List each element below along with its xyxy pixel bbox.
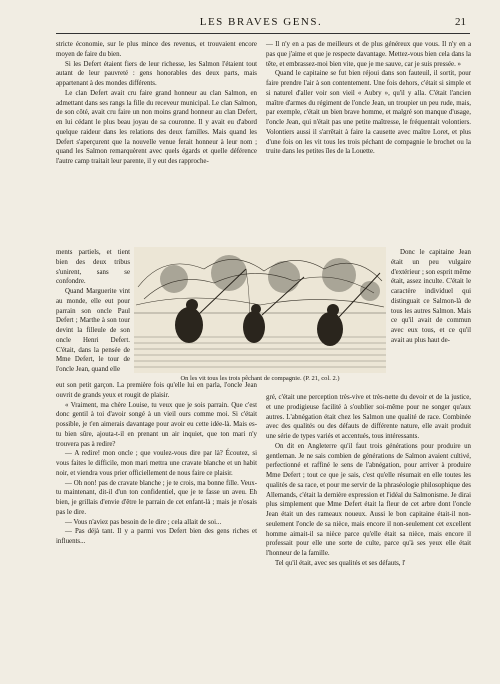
paragraph: Le clan Defert avait cru faire grand honneur au clan Salmon, en admettant dans ses rangs la fille du receveur municipal. Le clan Salmon, de son côté, avait cru faire un non moins grand honneur au clan Defert, en lui cédant le plus beau joyau de sa couronne. Il y avait eu d'abord quelque raideur dans les relations des deux familles. Mais quand les Defert s'aperçurent que la nouvelle venue ferait honneur à leur nom ; quand les Salmon remarquèrent avec quels égards et quelle déférence l'autre camp traitait leur parente, il y eut des rapproche- bbox=[56, 89, 257, 165]
illustration-caption: On les vit tous les trois pêchant de compagnie. (P. 21, col. 2.) bbox=[180, 375, 340, 382]
running-title: LES BRAVES GENS. bbox=[199, 16, 323, 28]
right-column-beside-illustration bbox=[391, 248, 471, 346]
paragraph: eut son petit garçon. La première fois qu'elle lui en parla, l'oncle Jean ouvrit de grands yeux et rougit de plaisir. bbox=[56, 382, 257, 399]
fishing-illustration bbox=[134, 247, 386, 373]
paragraph: — Oh non! pas de cravate blanche ; je te crois, ma bonne fille. Veux-tu maintenant, dit-il d'un ton confidentiel, que je te fasse un aveu. Eh bien, je grillais d'envie d'être le parrain de cet enfant-là ; mais je n'osais pas le dire. bbox=[56, 479, 257, 516]
paragraph: — A redire! mon oncle ; que voulez-vous dire par là? Écoutez, si vous faites le difficile, mon mari mettra une cravate blanche et un habit noir, et viendra vous prier officiellement de nous faire ce plaisir. bbox=[56, 450, 257, 477]
left-column-beside-illustration bbox=[56, 248, 130, 375]
paragraph: Donc le capitaine Jean était un peu vulgaire d'extérieur ; son esprit même était, assez inculte. C'était le caractère individuel qui distinguait ce Salmon-là de tous les autres Salmon. Mais ce qu'il avait de commun avec eux tous, et ce qu'il avait au plus haut de- bbox=[391, 249, 471, 344]
paragraph: On dit en Angleterre qu'il faut trois générations pour produire un gentleman. Je ne sais combien de générations de Salmon avaient cultivé, perfectionné et raffiné le sens de l'abnégation, pour arriver à produire Mme Defert ; tout ce que je sais, c'est qu'elle résumait en elle toutes les qualités de sa race, et pour me servir de la phraséologie philosophique des Allemands, c'était la dernière expression et l'idéal du Salmonisme. Je dirai plus simplement que Mme Defert était la fleur de cet arbre dont l'oncle Jean était un des rameaux noueux. Aussi le bon capitaine était-il non-seulement l'oncle de sa nièce, mais encore il non-seulement cet excellent homme aimait-il sa nièce parce qu'elle était sa nièce, mais encore il professait pour elle une sorte de culte, parce qu'à ses yeux elle était l'honneur de la famille. bbox=[266, 442, 471, 557]
paragraph: — Pas déjà tant. Il y a parmi vos Defert bien des gens riches et influents... bbox=[56, 528, 257, 545]
paragraph: Tel qu'il était, avec ses qualités et ses défauts, l' bbox=[275, 559, 406, 567]
left-column-top bbox=[56, 40, 257, 167]
right-column-bottom bbox=[266, 393, 471, 569]
paragraph: gré, c'était une perception très-vive et très-nette du devoir et de la justice, et une prodigieuse facilité à s'oublier soi-même pour ne songer qu'aux autres. L'abnégation était chez les Salmon une qualité de race. Combinée avec des qualités ou des défauts de différente nature, elle avait produit une série de types variés et accentués, tous intéressants. bbox=[266, 394, 471, 440]
page-header bbox=[56, 16, 466, 30]
page-number: 21 bbox=[455, 16, 466, 28]
paragraph: — Vous n'aviez pas besoin de le dire ; cela allait de soi... bbox=[65, 518, 222, 526]
paragraph: stricte économie, sur le plus mince des revenus, et trouvaient encore moyen de faire du bien. bbox=[56, 41, 257, 58]
header-rule bbox=[56, 33, 470, 34]
paragraph: Quand le capitaine se fut bien réjoui dans son fauteuil, il sortit, pour faire prendre l'air à son contentement. Une fois dehors, c'était si simple et si naturel d'aller voir son vieil « Aubry », qu'il y alla. C'était l'ancien maître d'armes du régiment de l'oncle Jean, un troupier un peu rude, mais, par exemple, c'était un bien brave homme, et malgré son manque d'usage, l'oncle Jean, qui n'était pas une petite maîtresse, le fréquentait volontiers. Volontiers aussi il s'arrêtait à faire la causette avec maître Loret, et plus d'une fois on les vit tous les trois péchant de compagnie le brochet ou la truite dans les petites îles de la Louette. bbox=[266, 70, 471, 156]
paragraph: ments partiels, et tient bien des deux tribus s'unirent, sans se confondre. bbox=[56, 249, 130, 286]
paragraph: « Vraiment, ma chère Louise, tu veux que je sois parrain. Que c'est donc gentil à toi d'avoir songé à un vieil ours comme moi. Si c'était possible, je t'en aimerais davantage pour avoir eu cette idée-là. Mais es-tu bien sûre, ajouta-t-il en prenant un air inquiet, que ton mari n'y trouvera pas à redire? bbox=[56, 401, 257, 448]
right-column-top bbox=[266, 40, 471, 157]
paragraph: — Il n'y en a pas de meilleurs et de plus généreux que vous. Il n'y en a pas que j'aime et que je respecte davantage. Mettez-vous bien cela dans la tête, et embrassez-moi bien vite, que je me sauve, car je suis pressée. » bbox=[266, 41, 471, 68]
left-column-bottom bbox=[56, 381, 257, 547]
paragraph: Quand Marguerite vint au monde, elle eut pour parrain son oncle Paul Defert ; Marthe à son tour devint la filleule de son oncle Henri Defert. C'était, dans la pensée de Mme Defert, le tour de l'oncle Jean, quand elle bbox=[56, 288, 130, 373]
paragraph: Si les Defert étaient fiers de leur richesse, les Salmon l'étaient tout autant de leur pauvreté : gens honorables des deux parts, mais appartenant à des mondes différents. bbox=[56, 60, 257, 87]
